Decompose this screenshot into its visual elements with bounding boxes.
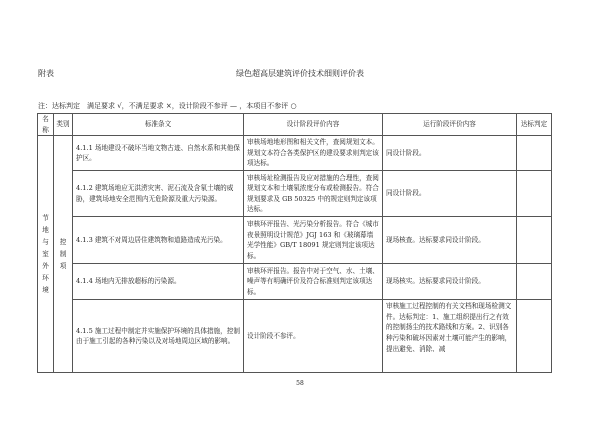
result-cell[interactable] <box>517 171 552 217</box>
table-row <box>38 300 552 373</box>
table-row <box>38 217 552 264</box>
column-header-name: 名称 <box>38 114 54 136</box>
result-cell[interactable] <box>517 264 552 300</box>
result-cell[interactable] <box>517 136 552 171</box>
clause-cell: 4.1.2 建筑场地应无洪涝灾害、泥石流及含氡土壤的威胁，建筑场地安全范围内无危险源及重大污染源。 <box>73 171 244 217</box>
table-header-row <box>38 114 552 136</box>
column-header-category: 类别 <box>54 114 73 136</box>
clause-cell: 4.1.5 施工过程中制定并实施保护环境的具体措施，控制由于施工引起的各种污染以及对场地周边区域的影响。 <box>73 300 244 373</box>
column-header-clause: 标准条文 <box>73 114 244 136</box>
operation-cell: 现场核查。达标要求同设计阶段。 <box>383 217 517 264</box>
operation-cell: 同设计阶段。 <box>383 171 517 217</box>
table-row <box>38 136 552 171</box>
result-cell[interactable] <box>517 217 552 264</box>
column-header-design: 设计阶段评价内容 <box>244 114 383 136</box>
table-row <box>38 264 552 300</box>
category-cell: 控 制 项 <box>54 136 73 373</box>
table-row <box>38 171 552 217</box>
design-cell: 审核场地地形图和相关文件，查阅规划文本。规划文本符合各类保护区的建设要求则判定该项达标。 <box>244 136 383 171</box>
column-header-operation: 运行阶段评价内容 <box>383 114 517 136</box>
operation-cell: 现场核实。达标要求同设计阶段。 <box>383 264 517 300</box>
operation-cell: 审核施工过程控制的有关文档和现场检测文件。达标判定：1、施工组织提出行之有效的控制扬尘的技术路线和方案。2、识别各种污染和破坏因素对土壤可能产生的影响，提出避免、消除、减 <box>383 300 517 373</box>
clause-cell: 4.1.3 建筑不对周边居住建筑物和道路造成光污染。 <box>73 217 244 264</box>
design-cell: 审核场址检测报告及应对措施的合理性，查阅规划文本和土壤氡浓度分布或检测报告。符合规划要求及 GB 50325 中的规定则判定该项达标。 <box>244 171 383 217</box>
appendix-label: 附表 <box>38 69 54 78</box>
operation-cell: 同设计阶段。 <box>383 136 517 171</box>
name-cell: 节 地 与 室 外 环 境 <box>38 136 54 373</box>
clause-cell: 4.1.1 场地建设不破坏当地文物古迹、自然水系和其他保护区。 <box>73 136 244 171</box>
clause-cell: 4.1.4 场地内无排放超标的污染源。 <box>73 264 244 300</box>
page-number: 58 <box>296 380 304 387</box>
document-title: 绿色超高层建筑评价技术细则评价表 <box>236 69 364 78</box>
legend-note: 注：达标判定 满足要求 √，不满足要求 ×，设计阶段不参评 — ，本项目不参评 ○ <box>38 102 297 110</box>
evaluation-table <box>37 113 552 373</box>
design-cell: 审核环评报告。报告中对于空气、水、土壤、噪声等有明确评价及符合标准则判定该项达标。 <box>244 264 383 300</box>
design-cell: 设计阶段不参评。 <box>244 300 383 373</box>
design-cell: 审核环评报告、光污染分析报告。符合《城市夜景照明设计规范》JGJ 163 和《玻璃幕墙光学性能》GB/T 18091 规定则判定该项达标。 <box>244 217 383 264</box>
column-header-result: 达标判定 <box>517 114 552 136</box>
result-cell[interactable] <box>517 300 552 373</box>
